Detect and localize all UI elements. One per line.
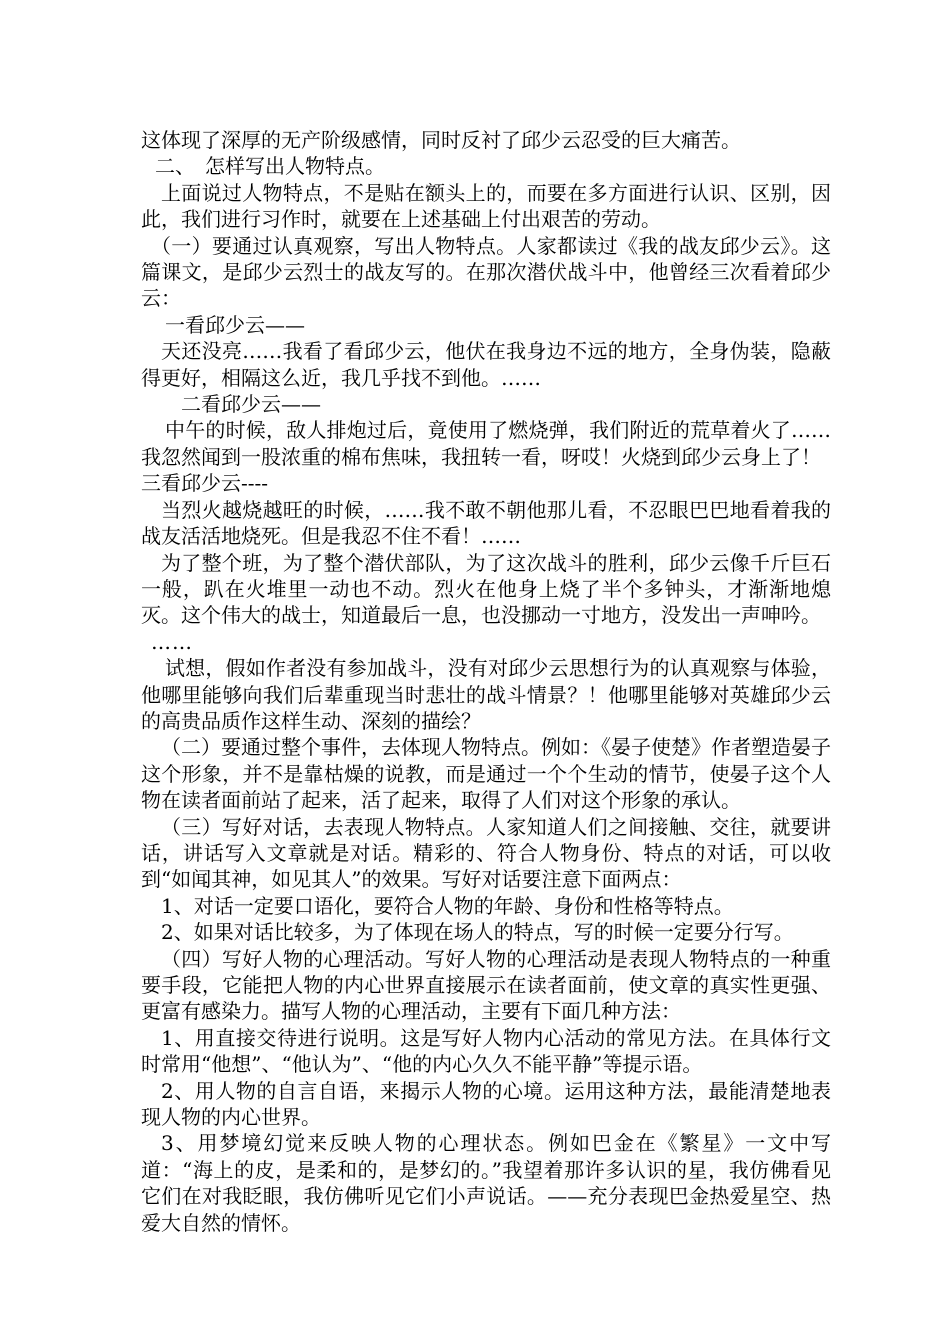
subsection-paragraph: （四）写好人物的心理活动。写好人物的心理活动是表现人物特点的一种重要手段，它能把人物的内心世界直接展示在读者面前，使文章的真实性更强、更富有感染力。描写人物的心理活动，主要有下面几种方法： bbox=[141, 946, 831, 1024]
document-body bbox=[141, 127, 831, 1236]
quote-paragraph: 当烈火越烧越旺的时候，……我不敢不朝他那儿看，不忍眼巴巴地看着我的战友活活地烧死。但是我忍不住不看！…… bbox=[141, 497, 831, 549]
subsection-paragraph: （二）要通过整个事件，去体现人物特点。例如：《晏子使楚》作者塑造晏子这个形象，并不是靠枯燥的说教，而是通过一个个生动的情节，使晏子这个人物在读者面前站了起来，活了起来，取得了人们对这个形象的承认。 bbox=[141, 735, 831, 813]
quote-paragraph: 天还没亮……我看了看邱少云，他伏在我身边不远的地方，全身伪装，隐蔽得更好，相隔这么近，我几乎找不到他。…… bbox=[141, 339, 831, 390]
ellipsis-line: …… bbox=[151, 629, 193, 654]
list-item: 1、用直接交待进行说明。这是写好人物内心活动的常见方法。在具体行文时常用“他想”、“他认为”、“他的内心久久不能平静”等提示语。 bbox=[141, 1025, 831, 1077]
list-item: 1、对话一定要口语化，要符合人物的年龄、身份和性格等特点。 bbox=[161, 893, 734, 918]
quote-paragraph: 为了整个班，为了整个潜伏部队，为了这次战斗的胜利，邱少云像千斤巨石一般，趴在火堆里一动也不动。烈火在他身上烧了半个多钟头，才渐渐地熄灭。这个伟大的战士，知道最后一息，也没挪动一寸地方，没发出一声呻吟。 bbox=[141, 550, 831, 628]
list-item: 3、用梦境幻觉来反映人物的心理状态。例如巴金在《繁星》一文中写道：“海上的皮，是柔和的，是梦幻的。”我望着那许多认识的星，我仿佛看见它们在对我眨眼，我仿佛听见它们小声说话。——充分表现巴金热爱星空、热爱大自然的情怀。 bbox=[141, 1131, 831, 1235]
paragraph: 上面说过人物特点，不是贴在额头上的，而要在多方面进行认识、区别，因此，我们进行习作时，就要在上述基础上付出艰苦的劳动。 bbox=[141, 180, 831, 232]
quote-heading: 三看邱少云---- bbox=[141, 471, 269, 496]
quote-heading: 二看邱少云—— bbox=[181, 392, 321, 417]
paragraph: 试想，假如作者没有参加战斗，没有对邱少云思想行为的认真观察与体验，他哪里能够向我们后辈重现当时悲壮的战斗情景？！他哪里能够对英雄邱少云的高贵品质作这样生动、深刻的描绘？ bbox=[141, 656, 831, 733]
subsection-paragraph: （三）写好对话，去表现人物特点。人家知道人们之间接触、交往，就要讲话，讲话写入文章就是对话。精彩的、符合人物身份、特点的对话，可以收到“如闻其神，如见其人”的效果。写好对话要注意下面两点： bbox=[141, 814, 831, 892]
subsection-heading: （一）要通过认真观察，写出人物特点。人家都读过《我的战友邱少云》。这篇课文，是邱少云烈士的战友写的。在那次潜伏战斗中，他曾经三次看着邱少云： bbox=[141, 233, 831, 311]
quote-paragraph: 中午的时候，敌人排炮过后，竟使用了燃烧弹，我们附近的荒草着火了……我忽然闻到一股浓重的棉布焦味，我扭转一看，呀哎！火烧到邱少云身上了！ bbox=[141, 418, 831, 469]
section-heading: 二、 怎样写出人物特点。 bbox=[155, 154, 385, 179]
quote-heading: 一看邱少云—— bbox=[165, 312, 305, 337]
list-item: 2、用人物的自言自语，来揭示人物的心境。运用这种方法，最能清楚地表现人物的内心世界。 bbox=[141, 1078, 831, 1130]
paragraph: 这体现了深厚的无产阶级感情，同时反衬了邱少云忍受的巨大痛苦。 bbox=[141, 128, 741, 152]
list-item: 2、如果对话比较多，为了体现在场人的特点，写的时候一定要分行写。 bbox=[161, 920, 794, 945]
